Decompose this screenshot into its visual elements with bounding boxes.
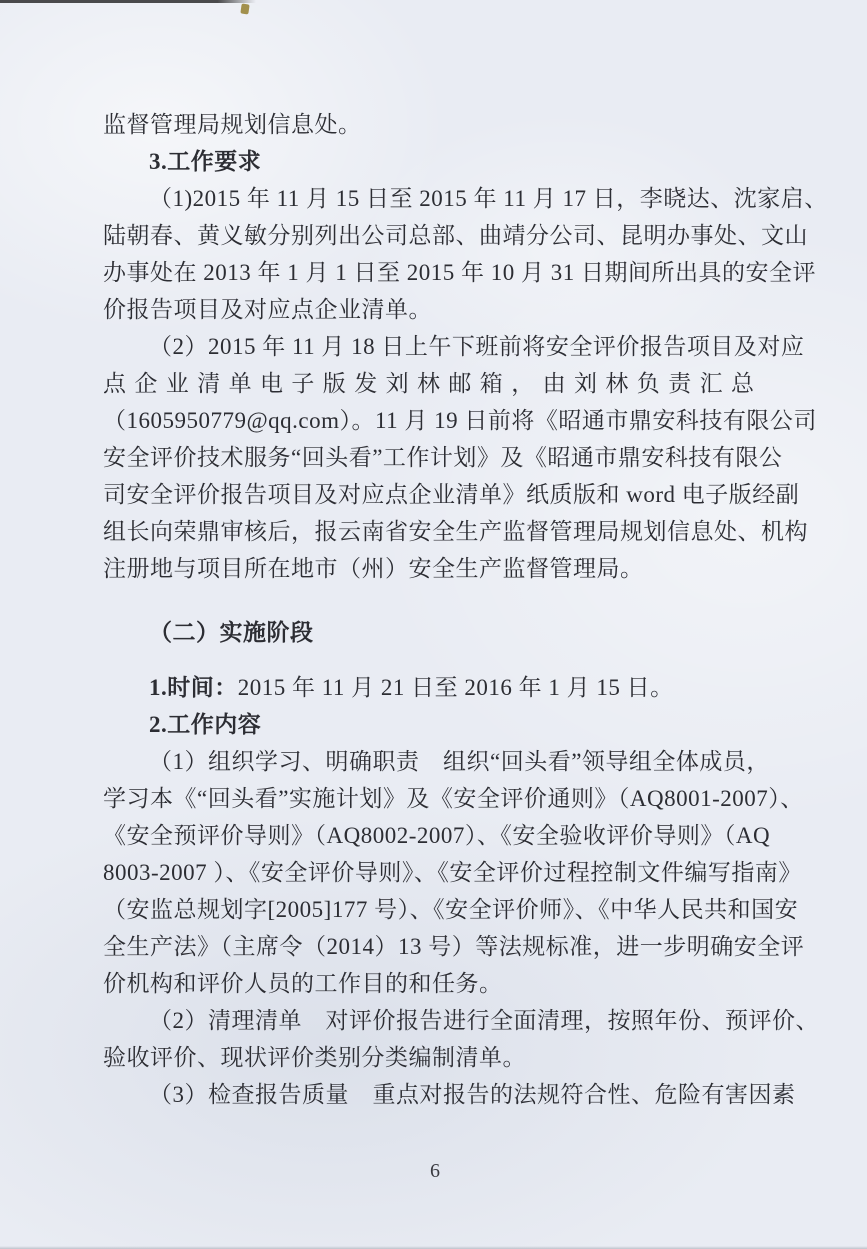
text-line: 3.工作要求 xyxy=(149,149,262,174)
text-line: （3）检查报告质量 重点对报告的法规符合性、危险有害因素 xyxy=(149,1082,796,1107)
text-line: （1605950779@qq.com）。11 月 19 日前将《昭通市鼎安科技有限公司 xyxy=(103,408,817,433)
text-line: 8003-2007 ）、《安全评价导则》、《安全评价过程控制文件编写指南》 xyxy=(103,860,802,885)
text-line: 司安全评价报告项目及对应点企业清单》纸质版和 word 电子版经副 xyxy=(103,482,800,507)
staple-mark-artifact xyxy=(240,3,249,14)
text-line: （1)2015 年 11 月 15 日至 2015 年 11 月 17 日，李晓达、沈家启、 xyxy=(149,186,828,211)
text-line: 《安全预评价导则》（AQ8002-2007）、《安全验收评价导则》（AQ xyxy=(103,823,771,848)
text-line: 监督管理局规划信息处。 xyxy=(103,112,362,137)
text-line: 2.工作内容 xyxy=(149,712,262,737)
text-line: 陆朝春、黄义敏分别列出公司总部、曲靖分公司、昆明办事处、文山 xyxy=(103,223,808,248)
text-line-bold-prefix: 1.时间： xyxy=(149,675,238,700)
text-line: 组长向荣鼎审核后，报云南省安全生产监督管理局规划信息处、机构 xyxy=(103,519,808,544)
text-line: 价机构和评价人员的工作目的和任务。 xyxy=(103,971,503,996)
text-line: 学习本《“回头看”实施计划》及《安全评价通则》（AQ8001-2007）、 xyxy=(103,786,804,811)
text-line: 安全评价技术服务“回头看”工作计划》及《昭通市鼎安科技有限公 xyxy=(103,445,783,470)
document-body xyxy=(103,106,828,1113)
text-line: 办事处在 2013 年 1 月 1 日至 2015 年 10 月 31 日期间所出具的安全评 xyxy=(103,260,816,285)
text-line: （2）2015 年 11 月 18 日上午下班前将安全评价报告项目及对应 xyxy=(149,334,805,359)
text-line: （二）实施阶段 xyxy=(149,620,314,645)
text-line: 验收评价、现状评价类别分类编制清单。 xyxy=(103,1045,526,1070)
text-line: （2）清理清单 对评价报告进行全面清理，按照年份、预评价、 xyxy=(149,1008,819,1033)
text-line: （安监总规划字[2005]177 号）、《安全评价师》、《中华人民共和国安 xyxy=(103,897,799,922)
text-line: 注册地与项目所在地市（州）安全生产监督管理局。 xyxy=(103,556,644,581)
scan-edge-artifact-top xyxy=(0,0,256,3)
page-number: 6 xyxy=(430,1160,440,1182)
text-line: 价报告项目及对应点企业清单。 xyxy=(103,297,432,322)
text-line: 1.时间：2015 年 11 月 21 日至 2016 年 1 月 15 日。 xyxy=(149,675,674,700)
text-line: （1）组织学习、明确职责 组织“回头看”领导组全体成员， xyxy=(149,749,770,774)
text-line: 点企业清单电子版发刘林邮箱，由刘林负责汇总 xyxy=(103,371,763,396)
text-line: 全生产法》（主席令（2014）13 号）等法规标准，进一步明确安全评 xyxy=(103,934,805,959)
